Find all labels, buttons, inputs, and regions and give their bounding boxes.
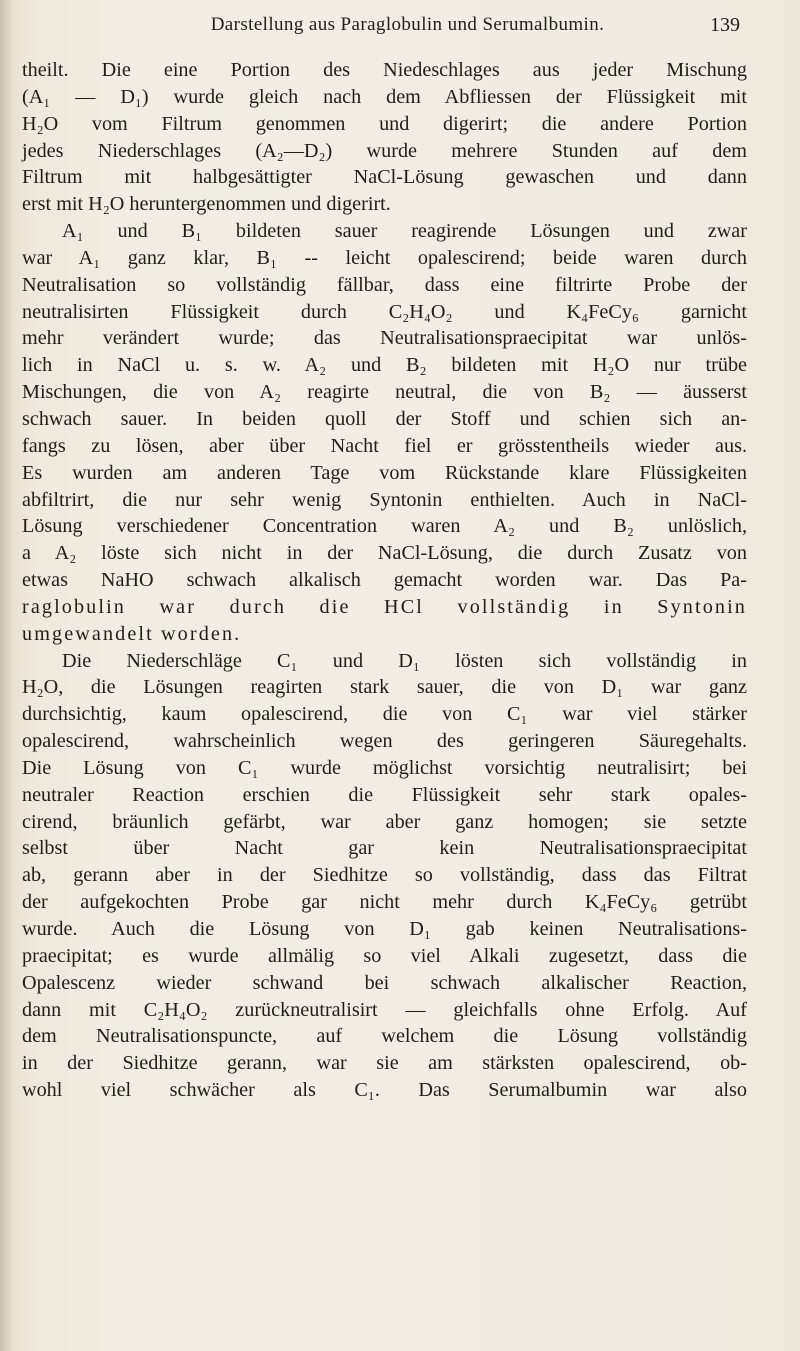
text-line: Neutralisation so vollständig fällbar, dass eine filtrirte Probe der	[22, 273, 747, 296]
text-line: etwas NaHO schwach alkalisch gemacht worden war. Das Pa-	[22, 569, 747, 592]
text-line: cirend, bräunlich gefärbt, war aber ganz homogen; sie setzte	[22, 810, 747, 833]
text-line: abfiltrirt, die nur sehr wenig Syntonin enthielten. Auch in NaCl-	[22, 488, 747, 511]
text-line: erst mit H₂O heruntergenommen und digerirt.	[22, 193, 391, 216]
text-line: neutraler Reaction erschien die Flüssigkeit sehr stark opales-	[22, 783, 747, 806]
text-line: H₂O vom Filtrum genommen und digerirt; die andere Portion	[22, 112, 747, 135]
text-line: (A₁ — D₁) wurde gleich nach dem Abfliessen der Flüssigkeit mit	[22, 85, 747, 108]
text-line: opalescirend, wahrscheinlich wegen des geringeren Säuregehalts.	[22, 730, 747, 753]
running-header	[150, 14, 740, 44]
text-line: theilt. Die eine Portion des Niedeschlages aus jeder Mischung	[22, 59, 747, 81]
text-line: Opalescenz wieder schwand bei schwach alkalischer Reaction,	[22, 971, 747, 994]
page-number: 139	[710, 14, 740, 36]
text-line: Filtrum mit halbgesättigter NaCl-Lösung gewaschen und dann	[22, 166, 747, 189]
text-line: dann mit C₂H₄O₂ zurückneutralisirt — gleichfalls ohne Erfolg. Auf	[22, 998, 747, 1021]
text-line: jedes Niederschlages (A₂—D₂) wurde mehrere Stunden auf dem	[22, 139, 747, 162]
text-line: durchsichtig, kaum opalescirend, die von C₁ war viel stärker	[22, 703, 747, 726]
text-line: lich in NaCl u. s. w. A₂ und B₂ bildeten mit H₂O nur trübe	[22, 354, 747, 377]
text-line: Es wurden am anderen Tage vom Rückstande klare Flüssigkeiten	[22, 461, 747, 484]
text-line: praecipitat; es wurde allmälig so viel Alkali zugesetzt, dass die	[22, 944, 747, 967]
text-line-spaced: raglobulin war durch die HCl vollständig in Syntonin	[22, 595, 747, 618]
text-line: neutralisirten Flüssigkeit durch C₂H₄O₂ und K₄FeCy₆ garnicht	[22, 300, 747, 323]
text-line: Die Niederschläge C₁ und D₁ lösten sich vollständig in	[62, 649, 747, 672]
text-line: mehr verändert wurde; das Neutralisationspraecipitat war unlös-	[22, 327, 747, 350]
text-line: fangs zu lösen, aber über Nacht fiel er grösstentheils wieder aus.	[22, 434, 747, 457]
text-line: selbst über Nacht gar kein Neutralisationspraecipitat	[22, 837, 747, 860]
text-line-spaced: umgewandelt worden.	[22, 622, 242, 645]
text-line: wurde. Auch die Lösung von D₁ gab keinen Neutralisations-	[22, 918, 747, 940]
text-line: Lösung verschiedener Concentration waren A₂ und B₂ unlöslich,	[22, 515, 747, 538]
text-line: Die Lösung von C₁ wurde möglichst vorsichtig neutralisirt; bei	[22, 756, 747, 779]
text-line: der aufgekochten Probe gar nicht mehr durch K₄FeCy₆ getrübt	[22, 891, 747, 914]
text-line: Mischungen, die von A₂ reagirte neutral, die von B₂ — äusserst	[22, 381, 747, 404]
text-line: wohl viel schwächer als C₁. Das Serumalbumin war also	[22, 1079, 747, 1102]
page-gutter-shadow	[0, 0, 12, 1351]
text-line: dem Neutralisationspuncte, auf welchem die Lösung vollständig	[22, 1025, 747, 1048]
text-line: schwach sauer. In beiden quoll der Stoff und schien sich an-	[22, 407, 747, 430]
text-line: in der Siedhitze gerann, war sie am stärksten opalescirend, ob-	[22, 1052, 747, 1075]
text-line: H₂O, die Lösungen reagirten stark sauer, die von D₁ war ganz	[22, 676, 747, 699]
text-line: war A₁ ganz klar, B₁ -- leicht opalescirend; beide waren durch	[22, 246, 747, 269]
body-text	[22, 57, 747, 1104]
text-line: A₁ und B₁ bildeten sauer reagirende Lösungen und zwar	[62, 220, 747, 243]
text-line: ab, gerann aber in der Siedhitze so vollständig, dass das Filtrat	[22, 864, 747, 887]
text-line: a A₂ löste sich nicht in der NaCl-Lösung, die durch Zusatz von	[22, 542, 747, 565]
header-title: Darstellung aus Paraglobulin und Serumalbumin.	[210, 14, 605, 35]
